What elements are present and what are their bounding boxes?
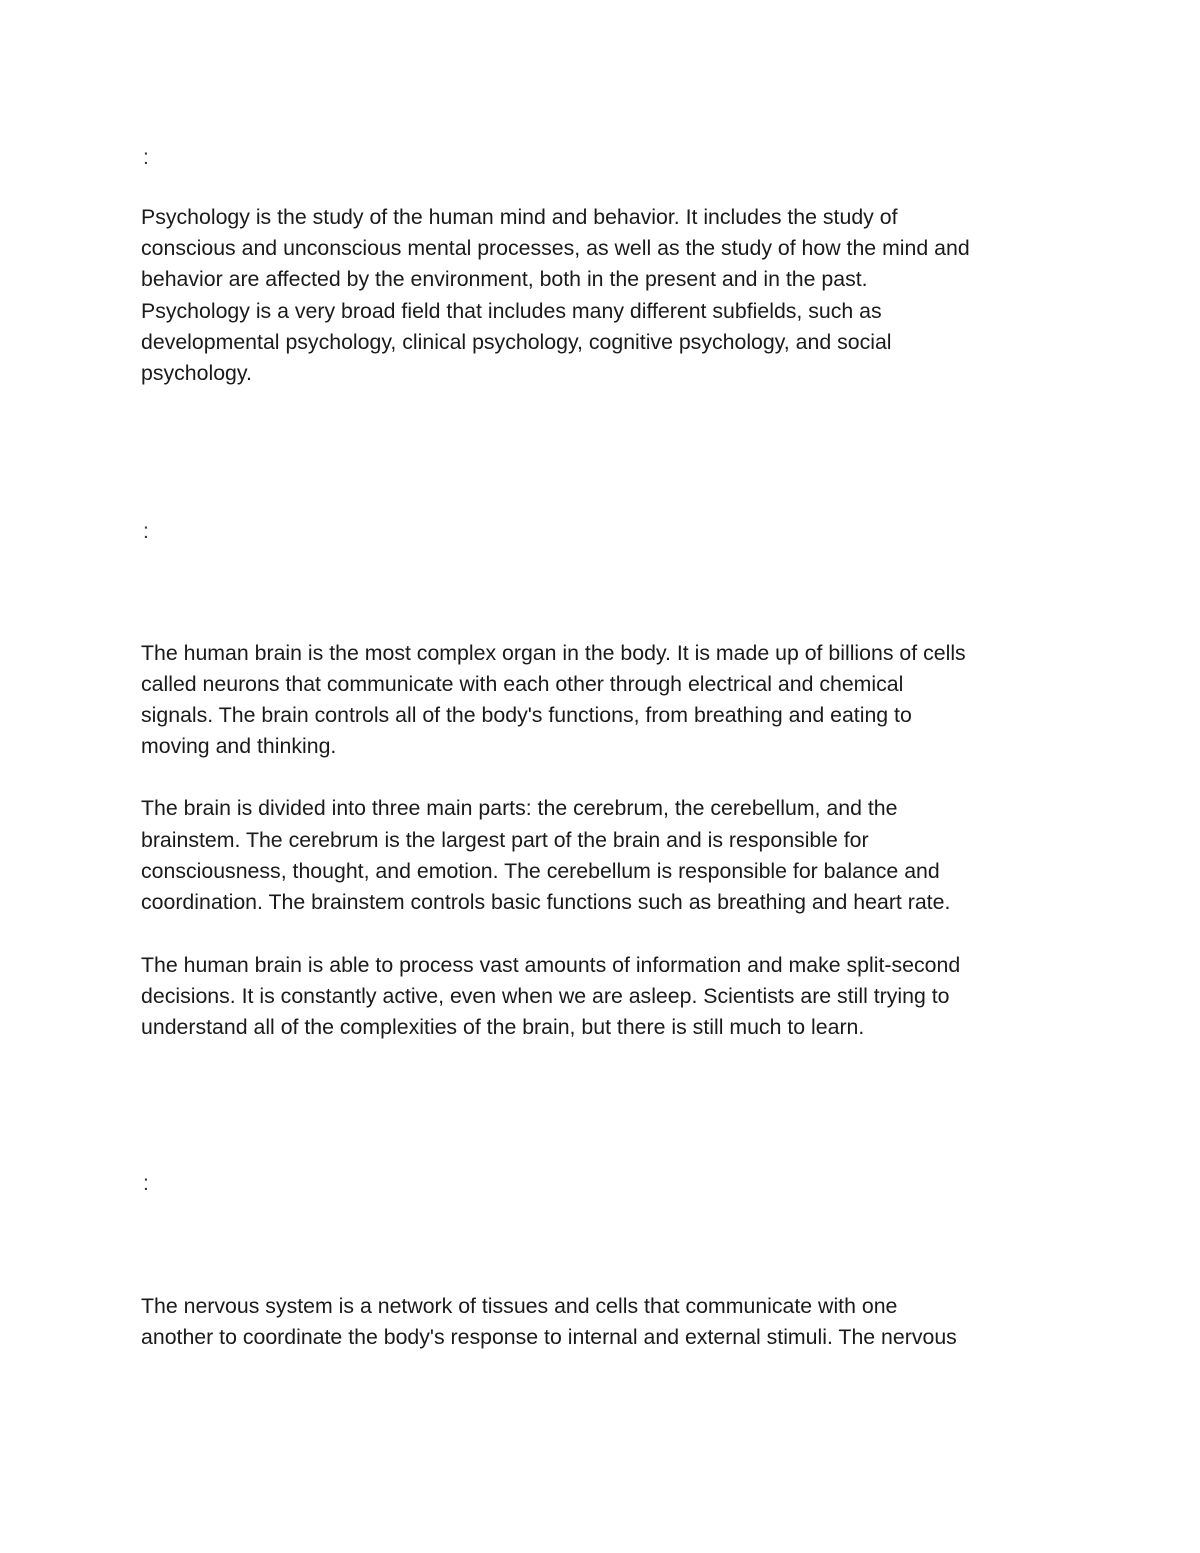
section-marker: : <box>143 1172 149 1195</box>
paragraph-line: called neurons that communicate with each other through electrical and chemical <box>141 672 904 696</box>
paragraph-line: Psychology is the study of the human mind and behavior. It includes the study of <box>141 205 898 229</box>
paragraph-line: understand all of the complexities of the brain, but there is still much to learn. <box>141 1015 865 1039</box>
paragraph-line: conscious and unconscious mental processes, as well as the study of how the mind and <box>141 236 970 260</box>
paragraph-line: moving and thinking. <box>141 734 337 758</box>
section-marker: : <box>143 520 149 543</box>
paragraph-line: The human brain is the most complex organ in the body. It is made up of billions of cells <box>141 641 966 665</box>
paragraph-line: decisions. It is constantly active, even when we are asleep. Scientists are still trying to <box>141 984 950 1008</box>
paragraph-line: coordination. The brainstem controls basic functions such as breathing and heart rate. <box>141 890 951 914</box>
paragraph-line: brainstem. The cerebrum is the largest part of the brain and is responsible for <box>141 828 869 852</box>
paragraph-line: The brain is divided into three main parts: the cerebrum, the cerebellum, and the <box>141 796 898 820</box>
paragraph-line: consciousness, thought, and emotion. The cerebellum is responsible for balance and <box>141 859 940 883</box>
paragraph-line: signals. The brain controls all of the body's functions, from breathing and eating to <box>141 703 912 727</box>
paragraph-line: psychology. <box>141 361 252 385</box>
paragraph-line: behavior are affected by the environment, both in the present and in the past. <box>141 267 868 291</box>
paragraph-line: Psychology is a very broad field that includes many different subfields, such as <box>141 299 882 323</box>
paragraph-line: another to coordinate the body's response to internal and external stimuli. The nervous <box>141 1325 957 1349</box>
paragraph-line: The human brain is able to process vast amounts of information and make split-second <box>141 953 961 977</box>
paragraph-line: The nervous system is a network of tissues and cells that communicate with one <box>141 1294 898 1318</box>
section-marker: : <box>143 146 149 169</box>
paragraph-line: developmental psychology, clinical psychology, cognitive psychology, and social <box>141 330 892 354</box>
